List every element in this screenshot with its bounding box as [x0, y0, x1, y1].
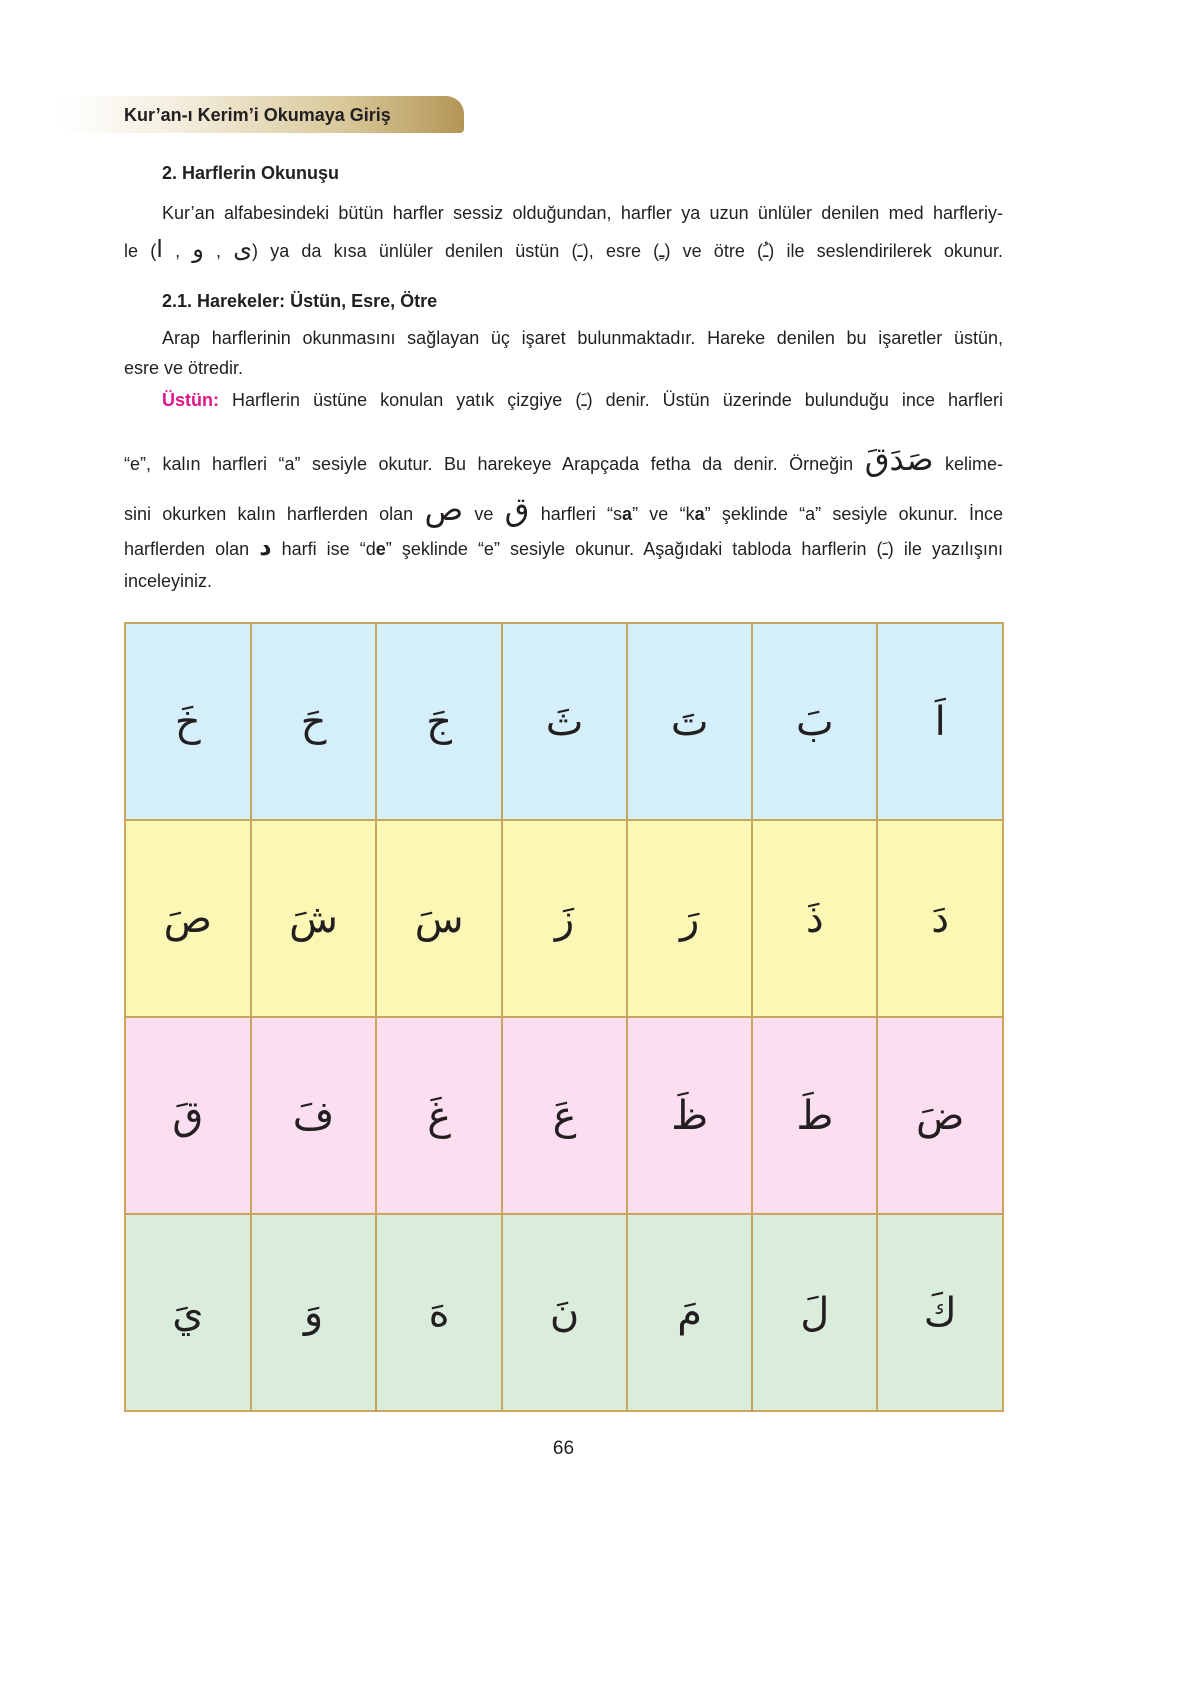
letter-cell: غَ: [376, 1017, 502, 1214]
letter-cell: فَ: [251, 1017, 377, 1214]
letter-cell: لَ: [752, 1214, 877, 1411]
paragraph-line: [124, 533, 1003, 561]
letter-cell: بَ: [752, 623, 877, 820]
paragraph-line: esre ve ötredir.: [124, 358, 244, 378]
letter-cell: اَ: [877, 623, 1003, 820]
chapter-title: Kur’an-ı Kerim’i Okumaya Giriş: [124, 105, 391, 125]
subsection-heading: 2.1. Harekeler: Üstün, Esre, Ötre: [162, 291, 438, 311]
paragraph-line: [124, 235, 1003, 263]
letter-sad: ص: [424, 490, 464, 528]
text: ) ve ötre (: [664, 241, 764, 261]
letter-cell: تَ: [627, 623, 752, 820]
text: kelime-: [944, 454, 1003, 474]
text: “e”, kalın harfleri “a” sesiyle okutur. Bu harekeye Arapçada fetha da denir. Örneğin: [124, 454, 854, 474]
text: harfi ise “de” şeklinde “e” sesiyle okunur. Aşağıdaki tabloda harflerin (ـَ) ile yazılışını: [281, 539, 1003, 559]
letter-cell: قَ: [125, 1017, 251, 1214]
letter-cell: حَ: [251, 623, 377, 820]
letter-cell: صَ: [125, 820, 251, 1017]
text: ve: [474, 504, 494, 524]
example-word: صَدَقَ: [864, 440, 934, 478]
damma-mark: ـُ: [763, 241, 769, 262]
letter-cell: كَ: [877, 1214, 1003, 1411]
letter-cell: سَ: [376, 820, 502, 1017]
text: ,: [175, 241, 181, 261]
arabic-letter: و: [192, 235, 204, 263]
letter-cell: نَ: [502, 1214, 627, 1411]
letter-cell: خَ: [125, 623, 251, 820]
paragraph-line: [124, 440, 1003, 478]
table-row: [125, 820, 1003, 1017]
letter-cell: طَ: [752, 1017, 877, 1214]
fatha-letters-table: [124, 622, 1004, 1412]
table-row: [125, 1017, 1003, 1214]
section-heading: 2. Harflerin Okunuşu: [162, 163, 340, 183]
text: harflerden olan: [124, 539, 250, 559]
fatha-mark: ـَ: [577, 241, 583, 262]
letter-cell: دَ: [877, 820, 1003, 1017]
letter-cell: وَ: [251, 1214, 377, 1411]
letter-cell: زَ: [502, 820, 627, 1017]
kasra-mark: ـِ: [659, 241, 665, 262]
text: sini okurken kalın harflerden olan: [124, 504, 414, 524]
page-number: 66: [552, 1438, 575, 1459]
paragraph-line: inceleyiniz.: [124, 571, 213, 591]
paragraph-line: [124, 490, 1003, 528]
text: ) ile seslendirilerek okunur.: [768, 241, 1003, 261]
letter-cell: رَ: [627, 820, 752, 1017]
text: ,: [216, 241, 222, 261]
arabic-letter: ا: [156, 235, 163, 263]
letter-cell: عَ: [502, 1017, 627, 1214]
text: harfleri “sa” ve “ka” şeklinde “a” sesiyle okunur. İnce: [540, 504, 1003, 524]
table-row: [125, 1214, 1003, 1411]
paragraph-line: Arap harflerinin okunmasını sağlayan üç işaret bulunmaktadır. Hareke denilen bu işaretler üstün,: [162, 328, 1003, 348]
table-row: [125, 623, 1003, 820]
paragraph-line: Kur’an alfabesindeki bütün harfler sessiz olduğundan, harfler ya uzun ünlüler denilen med harfleriy-: [162, 203, 1003, 223]
letter-cell: شَ: [251, 820, 377, 1017]
letter-cell: هَ: [376, 1214, 502, 1411]
chapter-header: [60, 96, 464, 133]
letter-cell: يَ: [125, 1214, 251, 1411]
letter-qaf: ق: [504, 490, 530, 528]
text: ) ya da kısa ünlüler denilen üstün (: [252, 241, 578, 261]
letter-cell: جَ: [376, 623, 502, 820]
text: ), esre (: [582, 241, 660, 261]
text: Harflerin üstüne konulan yatık çizgiye (ـَ) denir. Üstün üzerinde bulunduğu ince harfleri: [232, 390, 1003, 410]
text: le (: [124, 241, 157, 261]
letter-cell: ثَ: [502, 623, 627, 820]
letter-cell: ظَ: [627, 1017, 752, 1214]
letter-dal: د: [259, 533, 272, 561]
letter-cell: ضَ: [877, 1017, 1003, 1214]
arabic-letter: ى: [233, 235, 253, 263]
ustun-label: Üstün:: [162, 390, 219, 410]
letter-cell: مَ: [627, 1214, 752, 1411]
letter-cell: ذَ: [752, 820, 877, 1017]
paragraph-line: [162, 390, 1003, 411]
